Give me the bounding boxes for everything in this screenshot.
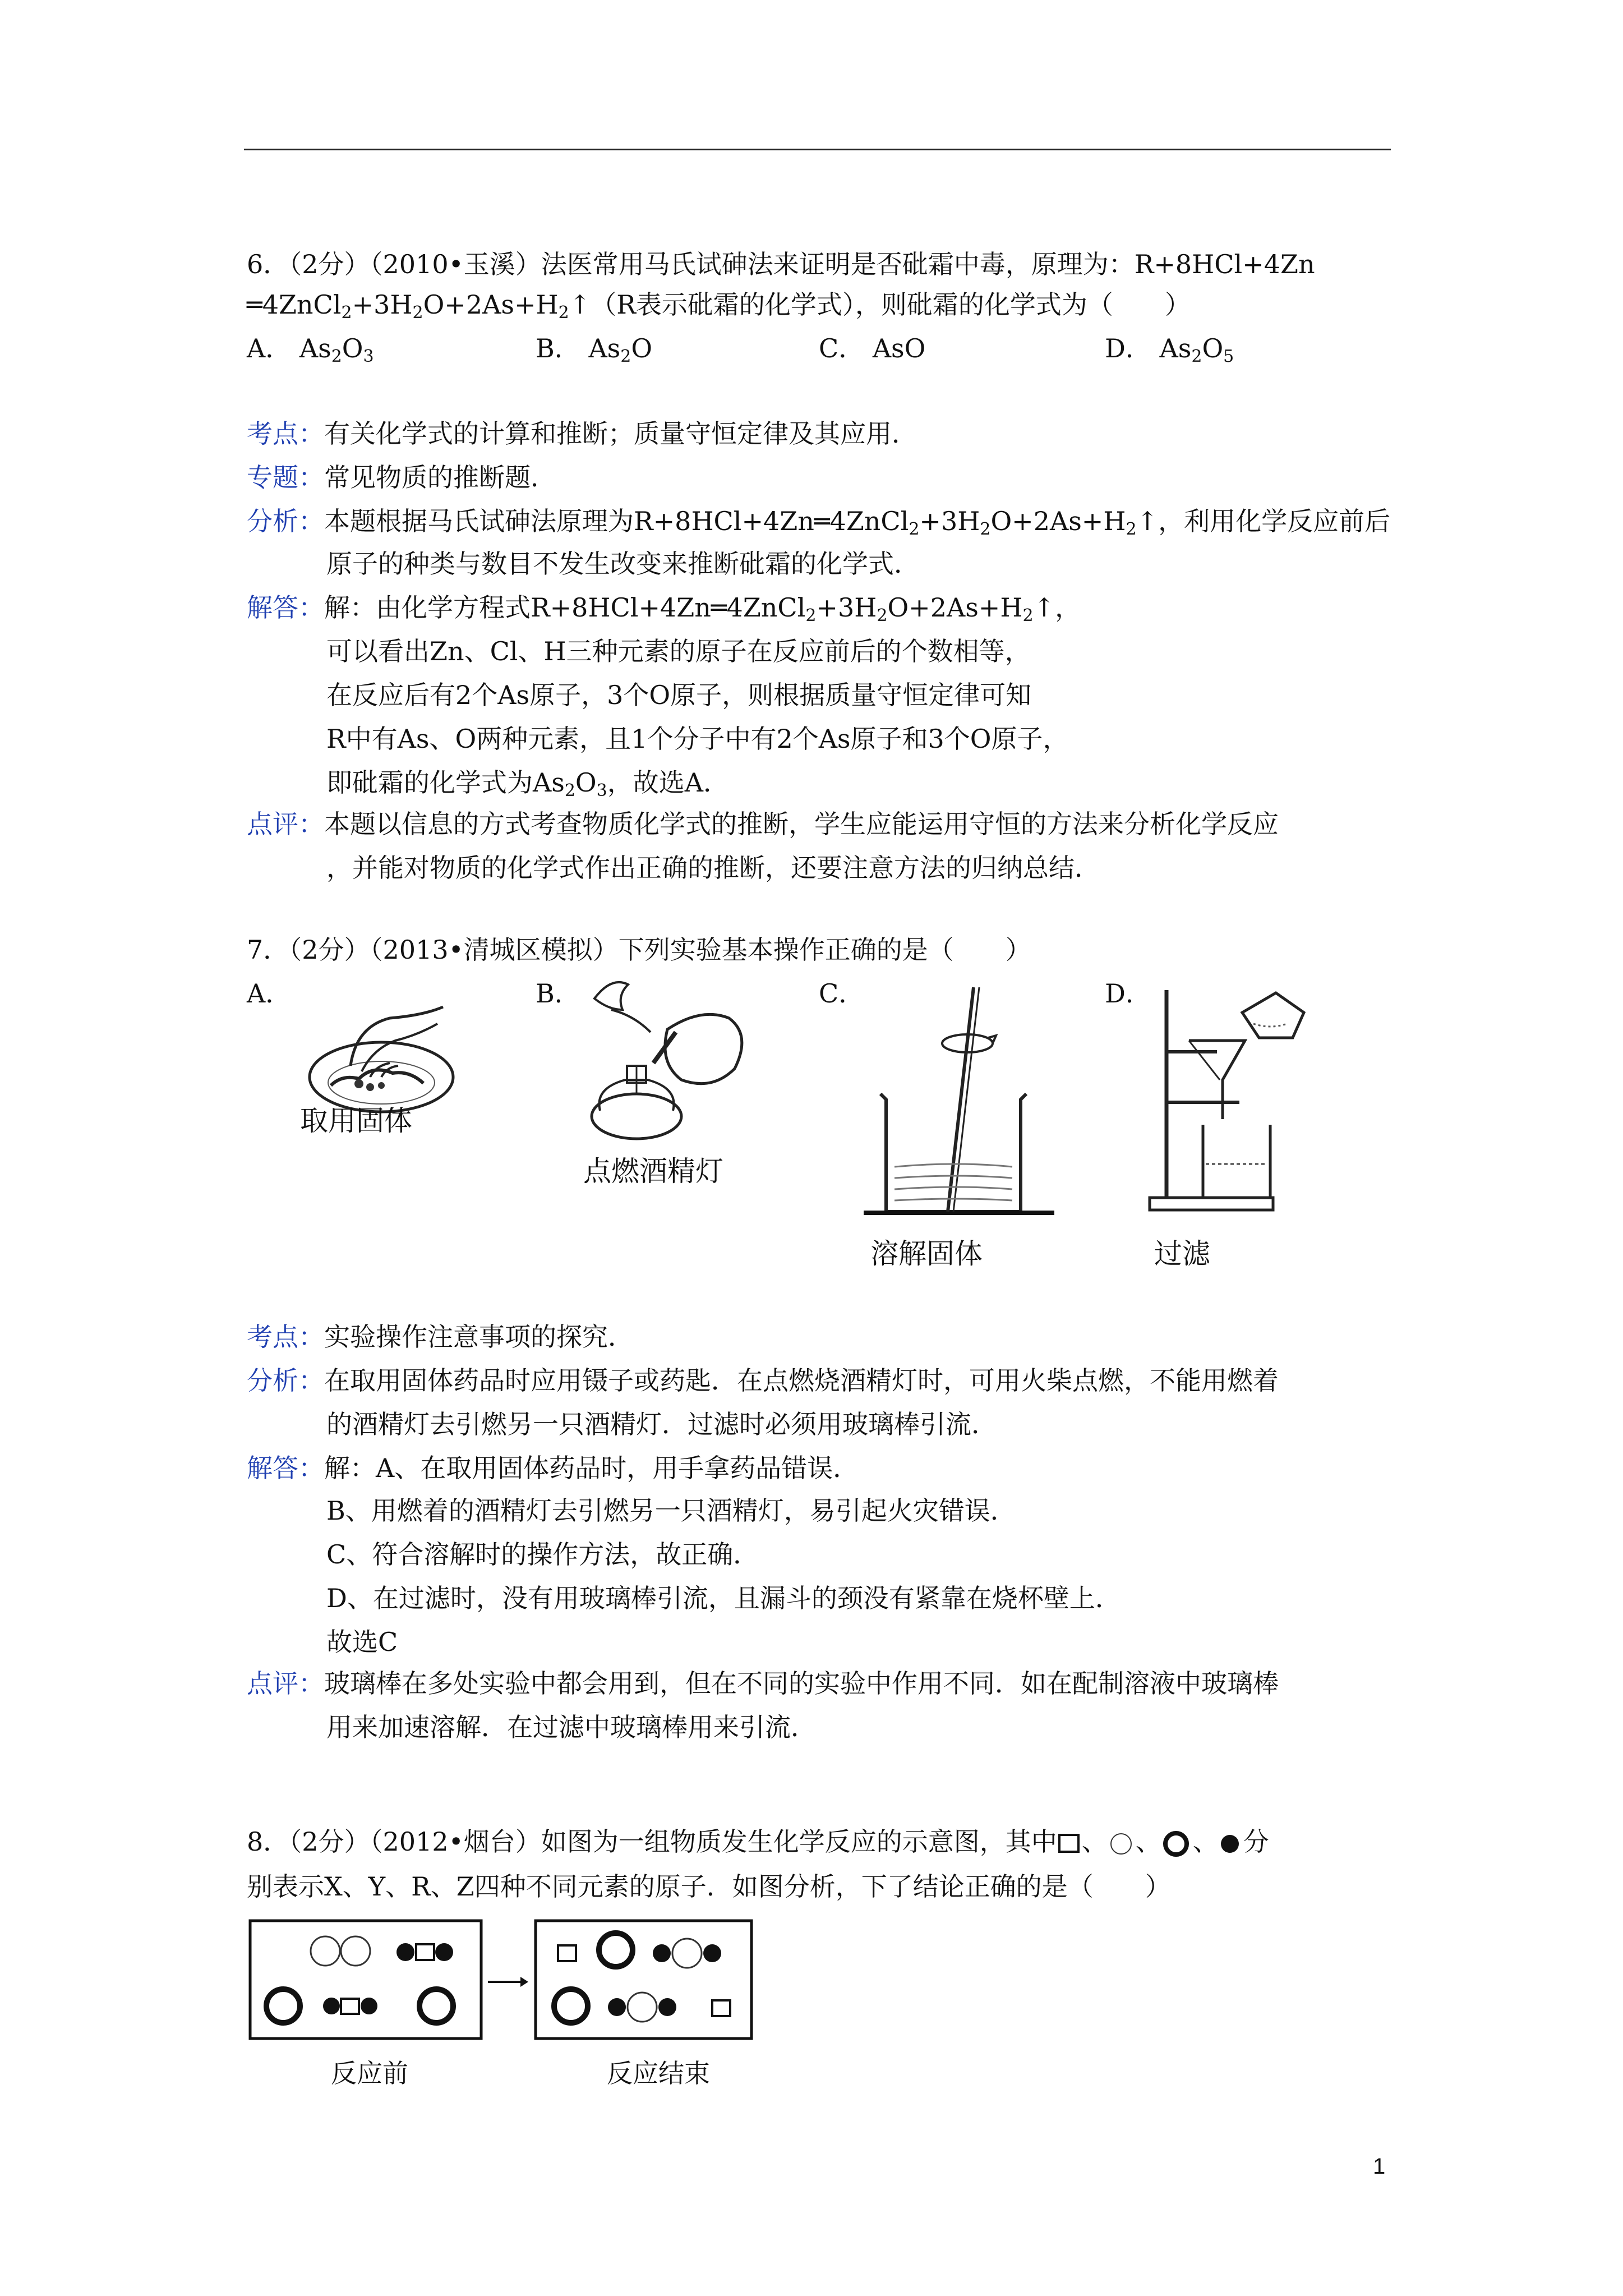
q6-kaodian: 考点：有关化学式的计算和推断；质量守恒定律及其应用． <box>247 418 917 449</box>
atom-x-square-icon <box>1057 1832 1082 1856</box>
q6-zhuanti: 专题：常见物质的推断题． <box>247 462 556 493</box>
caption-dissolve-solid: 溶解固体 <box>870 1237 983 1270</box>
q6-option-c: C． AsO <box>819 333 926 364</box>
q7-dianping-line1: 点评：玻璃棒在多处实验中都会用到，但在不同的实验中作用不同．如在配制溶液中玻璃棒 <box>247 1668 1279 1699</box>
atom-y-thin-circle-icon <box>1108 1832 1136 1856</box>
lighting-alcohol-lamp-illustration <box>578 976 763 1156</box>
q7-option-c-label: C． <box>819 978 865 1009</box>
q6-stem-line2: $═4ZnCl_2+3H_2O+2As+H_2↑(R$表示砒霜的化学式），则砒霜的化学式为（ ） <box>247 289 1191 323</box>
q7-jieda-line3: C、符合溶解时的操作方法，故正确． <box>326 1539 759 1570</box>
q8-stem-line2: 别表示X、Y、R、Z四种不同元素的原子．如图分析，下了结论正确的是（ ） <box>247 1871 1171 1902</box>
q7-jieda-line4: D、在过滤时，没有用玻璃棒引流，且漏斗的颈没有紧靠在烧杯壁上． <box>326 1583 1121 1613</box>
q6-option-a: A． $As_2O_3$ <box>247 333 374 366</box>
q6-jieda-line3: 在反应后有2个As原子，3个O原子，则根据质量守恒定律可知 <box>326 680 1032 710</box>
q6-option-b: B． $As_2O$ <box>536 333 653 366</box>
q7-option-a-label: A． <box>247 978 292 1009</box>
q7-stem: 7．（2分）（2013•清城区模拟）下列实验基本操作正确的是（ ） <box>247 935 1031 965</box>
q6-fenxi-line1: 分析：本题根据马氏试砷法原理为$R+8HCl+4Zn═4ZnCl_2+3H_2O+2As+H_2↑$，利用化学反应前后 <box>247 506 1391 539</box>
q7-option-d-label: D． <box>1105 978 1151 1009</box>
atom-r-thick-circle-icon <box>1161 1830 1193 1858</box>
filtration-illustration <box>1144 979 1329 1214</box>
q7-fenxi-line1: 分析：在取用固体药品时应用镊子或药匙．在点燃烧酒精灯时，可用火柴点燃，不能用燃着 <box>247 1365 1279 1396</box>
q7-kaodian: 考点：实验操作注意事项的探究． <box>247 1322 634 1352</box>
reaction-diagram <box>247 1917 808 2046</box>
caption-light-lamp: 点燃酒精灯 <box>583 1155 723 1188</box>
q6-jieda-line4: R中有As、O两种元素，且1个分子中有2个As原子和3个O原子， <box>326 724 1069 754</box>
q8-stem-line1: 8．（2分）（2012•烟台）如图为一组物质发生化学反应的示意图，其中 、 、 、 分 <box>247 1826 1269 1857</box>
q7-option-b-label: B． <box>536 978 580 1009</box>
q7-jieda-line1: 解答：解：A、在取用固体药品时，用手拿药品错误． <box>247 1453 859 1483</box>
after-label: 反应结束 <box>607 2058 710 2088</box>
q6-dianping-line1: 点评：本题以信息的方式考查物质化学式的推断，学生应能运用守恒的方法来分析化学反应 <box>247 809 1279 839</box>
dissolving-solid-illustration <box>864 982 1066 1223</box>
before-label: 反应前 <box>331 2058 408 2088</box>
caption-take-solid: 取用固体 <box>300 1105 412 1137</box>
header-rule <box>244 149 1391 150</box>
caption-filtration: 过滤 <box>1154 1237 1210 1270</box>
q6-dianping-line2: ，并能对物质的化学式作出正确的推断，还要注意方法的归纳总结． <box>326 853 1100 883</box>
q6-jieda-line1: 解答：解：由化学方程式$R+8HCl+4Zn═4ZnCl_2+3H_2O+2As+H_2↑$， <box>247 592 1081 625</box>
atom-z-filled-circle-icon <box>1219 1832 1243 1856</box>
q6-fenxi-line2: 原子的种类与数目不发生改变来推断砒霜的化学式． <box>326 549 920 579</box>
q7-jieda-line2: B、用燃着的酒精灯去引燃另一只酒精灯，易引起火灾错误． <box>326 1496 1016 1526</box>
q6-jieda-line2: 可以看出Zn、Cl、H三种元素的原子在反应前后的个数相等， <box>326 636 1031 666</box>
q6-stem-line1: 6．（2分）（2010•玉溪）法医常用马氏试砷法来证明是否砒霜中毒，原理为：R+8HCl+4Zn <box>247 249 1315 279</box>
q6-jieda-line5: 即砒霜的化学式为$As_2O_3$，故选A． <box>326 767 729 800</box>
q7-fenxi-line2: 的酒精灯去引燃另一只酒精灯．过滤时必须用玻璃棒引流． <box>326 1409 997 1439</box>
q6-option-d: D． $As_2O_5$ <box>1105 333 1234 366</box>
q7-jieda-line5: 故选C <box>326 1627 398 1657</box>
page-number: 1 <box>1373 2154 1386 2179</box>
q7-dianping-line2: 用来加速溶解．在过滤中玻璃棒用来引流． <box>326 1712 817 1742</box>
